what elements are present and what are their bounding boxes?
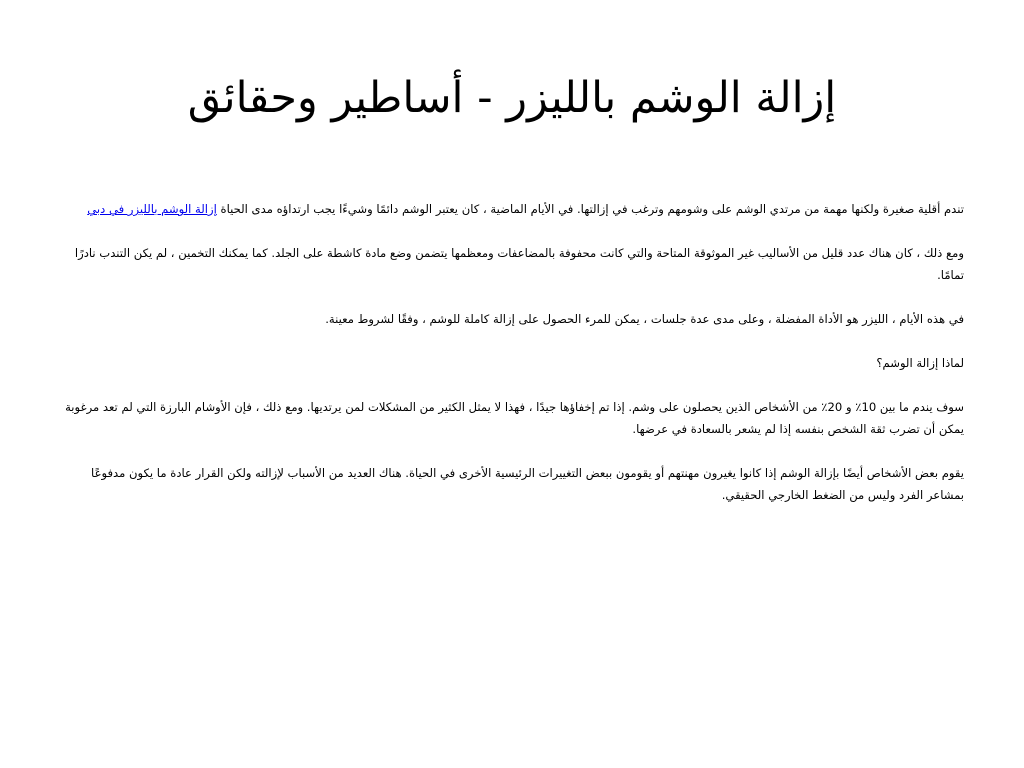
paragraph-1 xyxy=(56,198,964,220)
slide-body xyxy=(56,198,964,528)
paragraph-1-text: تندم أقلية صغيرة ولكنها مهمة من مرتدي الوشم على وشومهم وترغب في إزالتها. في الأيام الماضية ، كان يعتبر الوشم دائمًا وشيءًا يجب ارتداؤه مدى الحياة xyxy=(216,202,964,216)
paragraph-2: ومع ذلك ، كان هناك عدد قليل من الأساليب غير الموثوقة المتاحة والتي كانت محفوفة بالمضاعفات ومعظمها يتضمن وضع مادة كاشطة على الجلد. كما يمكنك التخمين ، لم يكن التندب نادرًا تمامًا. xyxy=(74,246,964,282)
paragraph-3: في هذه الأيام ، الليزر هو الأداة المفضلة ، وعلى مدى عدة جلسات ، يمكن للمرء الحصول على إزالة كاملة للوشم ، وفقًا لشروط معينة. xyxy=(325,312,964,326)
slide-title: إزالة الوشم بالليزر - أساطير وحقائق xyxy=(187,73,837,123)
tattoo-removal-dubai-link[interactable]: إزالة الوشم بالليزر في دبي xyxy=(87,202,217,216)
section-question: لماذا إزالة الوشم؟ xyxy=(876,356,964,370)
paragraph-4: سوف يندم ما بين 10٪ و 20٪ من الأشخاص الذين يحصلون على وشم. إذا تم إخفاؤها جيدًا ، فهذا لا يمثل الكثير من المشكلات لمن يرتديها. ومع ذلك ، فإن الأوشام البارزة التي لم تعد مرغوبة يمكن أن تضرب ثقة الشخص بنفسه إذا لم يشعر بالسعادة في عرضها. xyxy=(65,400,964,436)
paragraph-5: يقوم بعض الأشخاص أيضًا بإزالة الوشم إذا كانوا يغيرون مهنتهم أو يقومون ببعض التغييرات الرئيسية الأخرى في الحياة. هناك العديد من الأسباب لإزالته ولكن القرار عادة ما يكون مدفوعًا بمشاعر الفرد وليس من الضغط الخارجي الحقيقي. xyxy=(91,466,964,502)
